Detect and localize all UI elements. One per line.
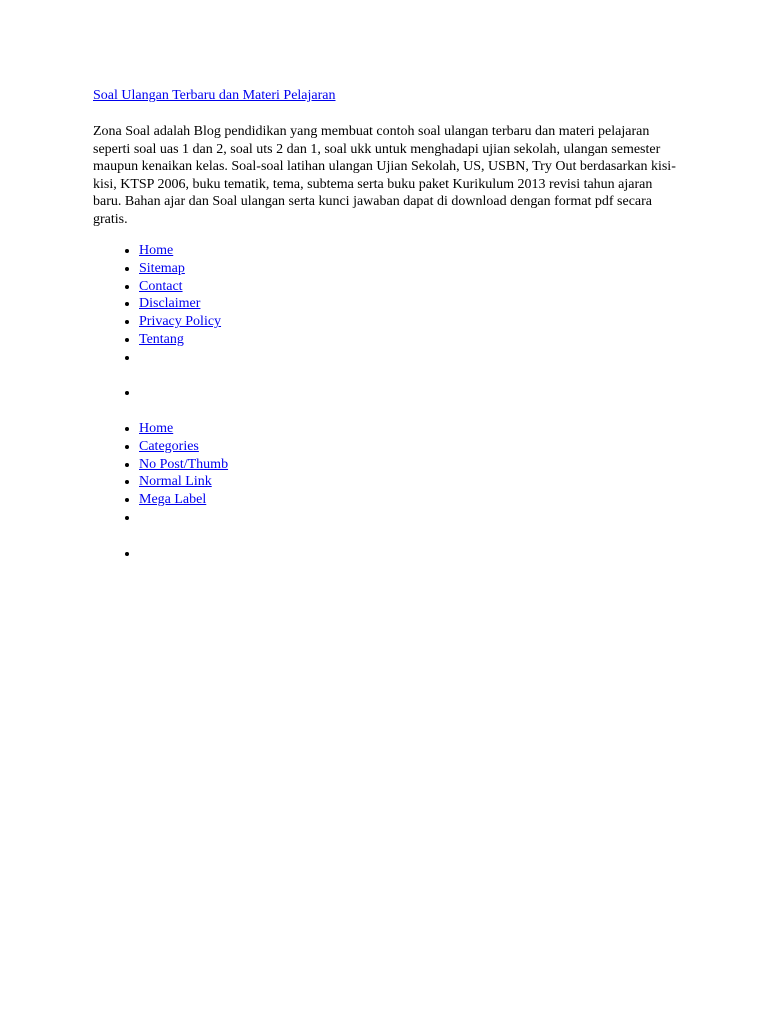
main-menu-item-categories <box>139 438 683 456</box>
top-menu-item-tentang <box>139 331 683 349</box>
top-menu-link-disclaimer[interactable]: Disclaimer <box>139 296 201 312</box>
search-menu <box>93 384 683 402</box>
site-description: Zona Soal adalah Blog pendidikan yang membuat contoh soal ulangan terbaru dan materi pelajaran seperti soal uas 1 dan 2, soal uts 2 dan 1, soal ukk untuk menghadapi ujian sekolah, ulangan semester maupun kenaikan kelas. Soal-soal latihan ulangan Ujian Sekolah, US, USBN, Try Out berdasarkan kisi-kisi, KTSP 2006, buku tematik, tema, subtema serta buku paket Kurikulum 2013 revisi tahun ajaran baru. Bahan ajar dan Soal ulangan serta kunci jawaban dapat di download dengan format pdf secara gratis. <box>93 124 676 227</box>
top-menu-item-disclaimer <box>139 295 683 313</box>
main-menu-link-mega-label[interactable]: Mega Label <box>139 492 207 508</box>
top-menu-item-empty <box>139 349 683 367</box>
top-menu-item-sitemap <box>139 260 683 278</box>
main-menu-item-mega-label <box>139 491 683 509</box>
main-menu-item-home <box>139 420 683 438</box>
top-menu-link-privacy-policy[interactable]: Privacy Policy <box>139 314 222 330</box>
top-menu-link-sitemap[interactable]: Sitemap <box>139 260 185 276</box>
main-menu-item-normal-link <box>139 473 683 491</box>
main-menu-item-no-post-thumb <box>139 456 683 474</box>
site-title-link[interactable]: Soal Ulangan Terbaru dan Materi Pelajaran <box>93 88 336 103</box>
top-menu <box>93 242 683 367</box>
top-menu-link-contact[interactable]: Contact <box>139 278 183 294</box>
main-menu-link-categories[interactable]: Categories <box>139 438 199 454</box>
search-menu-item-empty <box>139 384 683 402</box>
main-menu-link-home[interactable]: Home <box>139 420 174 436</box>
main-menu-link-normal-link[interactable]: Normal Link <box>139 474 212 490</box>
top-menu-link-home[interactable]: Home <box>139 243 174 258</box>
main-menu <box>93 420 683 527</box>
top-menu-item-home <box>139 242 683 260</box>
main-menu-link-no-post-thumb[interactable]: No Post/Thumb <box>139 456 229 472</box>
page-content <box>93 87 683 562</box>
extra-menu <box>93 545 683 563</box>
main-menu-item-empty <box>139 509 683 527</box>
top-menu-item-contact <box>139 278 683 296</box>
extra-menu-item-empty <box>139 545 683 563</box>
top-menu-item-privacy-policy <box>139 313 683 331</box>
top-menu-link-tentang[interactable]: Tentang <box>139 331 184 347</box>
